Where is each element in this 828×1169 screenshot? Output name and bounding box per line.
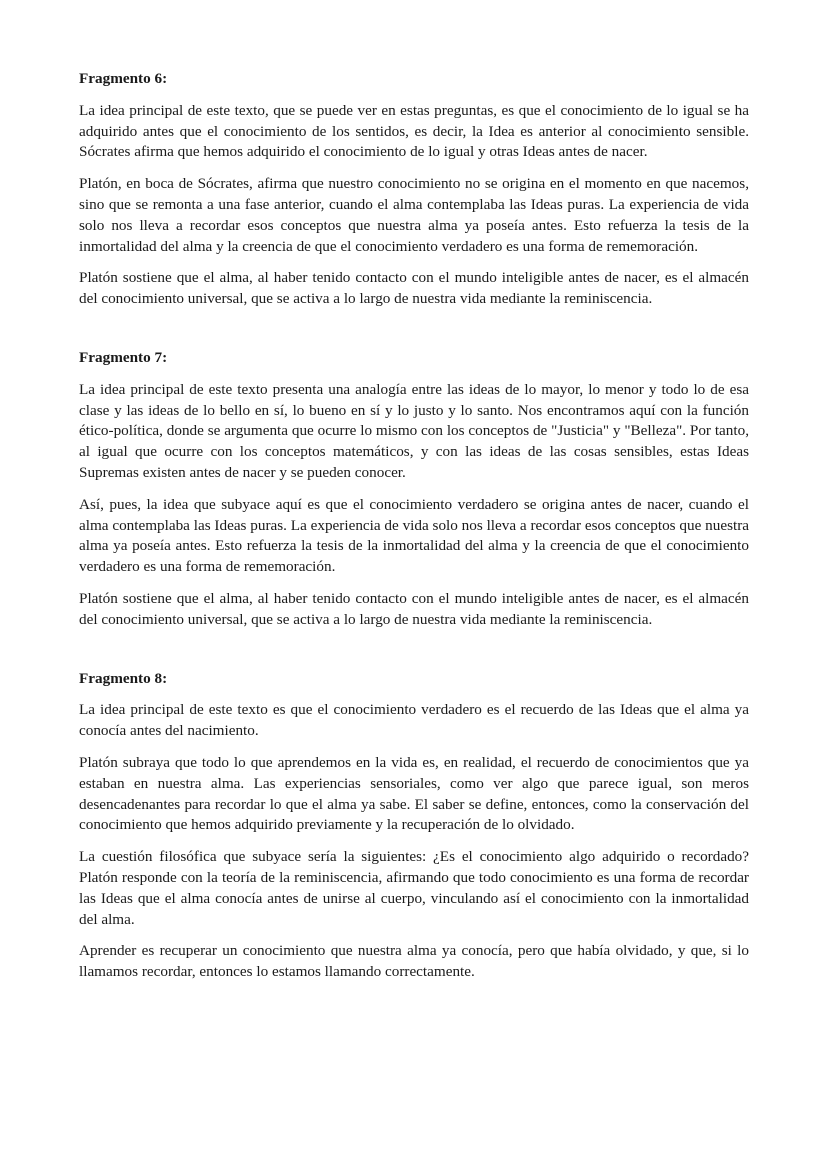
section-heading: Fragmento 7:: [79, 348, 168, 366]
section-fragmento-6: [79, 69, 749, 310]
paragraph: Platón sostiene que el alma, al haber tenido contacto con el mundo inteligible antes de nacer, es el almacén del conocimiento universal, que se activa a lo largo de nuestra vida mediante la reminiscencia.: [79, 269, 749, 308]
section-heading: Fragmento 6:: [79, 70, 168, 87]
paragraph: Platón sostiene que el alma, al haber tenido contacto con el mundo inteligible antes de nacer, es el almacén del conocimiento universal, que se activa a lo largo de nuestra vida mediante la reminiscencia.: [79, 589, 749, 628]
paragraph: La cuestión filosófica que subyace sería la siguientes: ¿Es el conocimiento algo adquirido o recordado? Platón responde con la teoría de la reminiscencia, afirmando que todo conocimiento es una forma de recordar las Ideas que el alma conocía antes de unirse al cuerpo, vinculando así el conocimiento con la inmortalidad del alma.: [79, 848, 749, 928]
paragraph: La idea principal de este texto es que el conocimiento verdadero es el recuerdo de las Ideas que el alma ya conocía antes del nacimiento.: [79, 701, 749, 740]
paragraph: Aprender es recuperar un conocimiento que nuestra alma ya conocía, pero que había olvidado, y que, si lo llamamos recordar, entonces lo estamos llamando correctamente.: [79, 942, 749, 981]
paragraph: La idea principal de este texto, que se puede ver en estas preguntas, es que el conocimiento de lo igual se ha adquirido antes que el conocimiento de los sentidos, es decir, la Idea es anterior al conocimiento sensible. Sócrates afirma que hemos adquirido el conocimiento de lo igual y otras Ideas antes de nacer.: [79, 101, 749, 161]
section-fragmento-8: [79, 669, 749, 983]
paragraph: La idea principal de este texto presenta una analogía entre las ideas de lo mayor, lo menor y todo lo de esa clase y las ideas de lo bello en sí, lo bueno en sí y lo justo y lo santo. Nos encontramos aquí con la función ético-política, donde se argumenta que ocurre lo mismo con los conceptos de "Justicia" y "Belleza". Por tanto, al igual que ocurre con los conceptos matemáticos, y con las ideas de las cosas sensibles, estas Ideas Supremas existen antes de nacer y se pueden conocer.: [79, 380, 749, 481]
paragraph: Platón, en boca de Sócrates, afirma que nuestro conocimiento no se origina en el momento en que nacemos, sino que se remonta a una fase anterior, cuando el alma contemplaba las Ideas puras. La experiencia de vida solo nos lleva a recordar esos conceptos que nuestra alma ya poseía antes. Esto refuerza la tesis de la inmortalidad del alma y la creencia de que el conocimiento verdadero es una forma de rememoración.: [79, 175, 749, 255]
paragraph: Platón subraya que todo lo que aprendemos en la vida es, en realidad, el recuerdo de conocimientos que ya estaban en nuestra alma. Las experiencias sensoriales, como ver algo que parece igual, son meros desencadenantes para recordar lo que el alma ya sabe. El saber se define, entonces, como la conservación del conocimiento que hemos adquirido previamente y la recuperación de lo olvidado.: [79, 753, 749, 834]
paragraph: Así, pues, la idea que subyace aquí es que el conocimiento verdadero se origina antes de nacer, cuando el alma contemplaba las Ideas puras. La experiencia de vida solo nos lleva a recordar esos conceptos que nuestra alma ya poseía antes. Esto refuerza la tesis de la inmortalidad del alma y la creencia de que el conocimiento verdadero es una forma de rememoración.: [79, 495, 749, 576]
section-fragmento-7: [79, 348, 749, 631]
section-heading: Fragmento 8:: [79, 669, 168, 687]
document-page: [79, 69, 749, 983]
